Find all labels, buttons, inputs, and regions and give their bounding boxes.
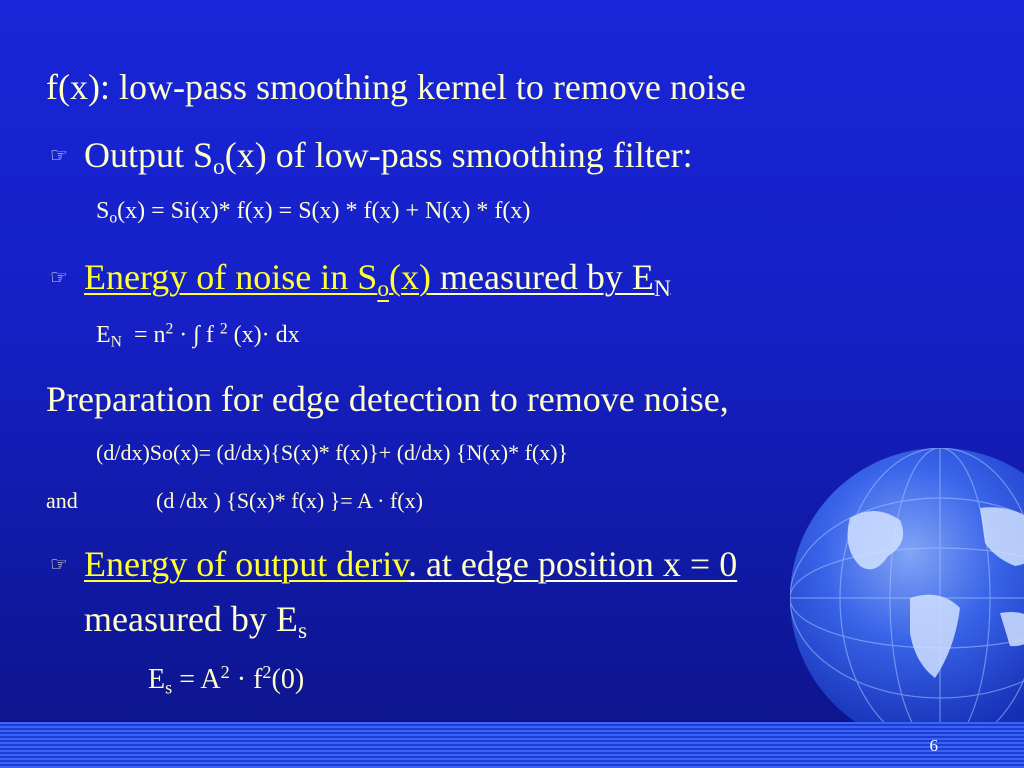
globe-icon xyxy=(790,448,1024,758)
line-kernel-description: f(x): low-pass smoothing kernel to remove noise xyxy=(46,67,746,107)
footer-bar xyxy=(0,722,1024,768)
page-number: 6 xyxy=(929,736,938,755)
line-output-derivative-energy: Energy of output deriv. at edge position x = 0 xyxy=(84,544,738,584)
line-measured-by: measured by $E_s$ xyxy=(84,599,308,645)
pointing-hand-icon: ☞ xyxy=(50,265,68,289)
pointing-hand-icon: ☞ xyxy=(50,143,68,167)
pointing-hand-icon: ☞ xyxy=(50,552,68,576)
equation-output: $S_o(x) = Si(x)*$ f(x) = S(x) * f(x) + N(x) * f(x) xyxy=(96,198,531,227)
line-noise-energy: Energy of noise in $S_o(x)$ measured by $E_N$ xyxy=(84,257,671,303)
equation-noise-energy: $E_N = n^2$ · ∫ f $^2$ (x)· dx xyxy=(96,320,300,351)
line-preparation: Preparation for edge detection to remove noise, xyxy=(46,379,729,419)
equation-signal-derivative: (d /dx ) {S(x)* f(x) }= A · f(x) xyxy=(156,488,423,513)
equation-and-label: and xyxy=(46,488,78,513)
line-output-heading: Output $S_o(x)$ of low-pass smoothing filter: xyxy=(84,135,693,181)
equation-signal-energy: $E_s = A^2 \cdot f^2(0)$ xyxy=(148,662,305,698)
equation-derivative: (d/dx)So(x)= (d/dx){S(x)* f(x)}+ (d/dx) {N(x)* f(x)} xyxy=(96,440,569,465)
